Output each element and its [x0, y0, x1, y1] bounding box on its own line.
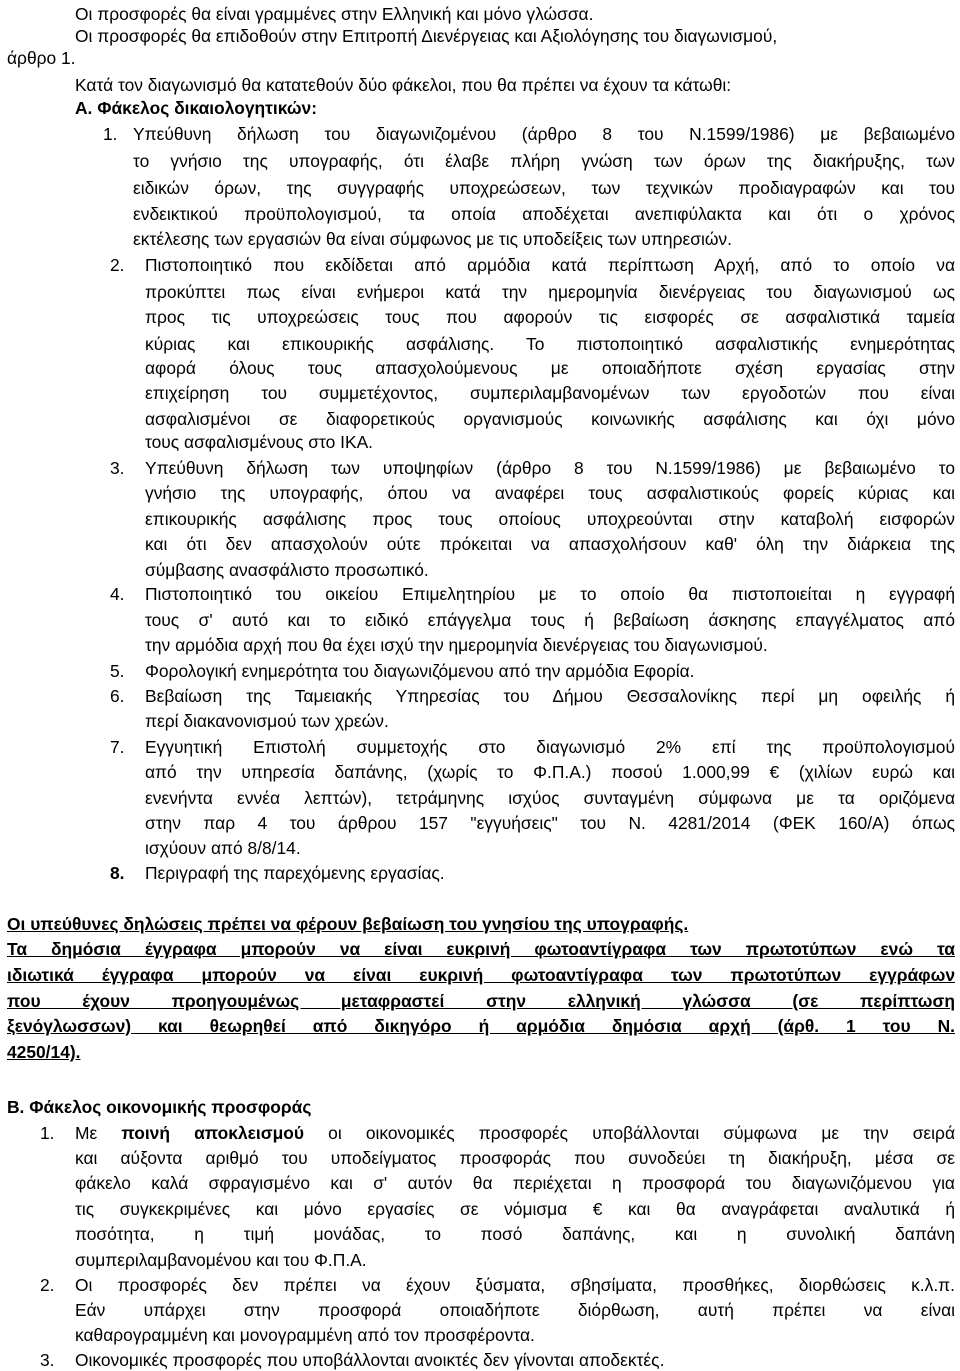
- intro-line: Οι προσφορές θα επιδοθούν στην Επιτροπή Διενέργειας και Αξιολόγησης του διαγωνισμού,: [75, 26, 778, 46]
- list-item-line: συμπεριλαμβανομένου και του Φ.Π.Α.: [75, 1250, 367, 1270]
- list-item-line: περί διακανονισμού των χρεών.: [145, 711, 389, 731]
- list-item-line: Εγγυητική Επιστολή συμμετοχής στο διαγωνισμό 2% επί της προϋπολογισμού: [145, 737, 955, 757]
- list-item-line: Περιγραφή της παρεχόμενης εργασίας.: [145, 863, 445, 883]
- list-item-line: προκύπτει πως είναι ενήμεροι κατά την ημερομηνία διενέργειας του διαγωνισμού ως: [145, 282, 955, 302]
- list-item-line: και ότι δεν απασχολούν ούτε πρόκειται να απασχολήσουν καθ' όλη την διάρκεια της: [145, 534, 955, 554]
- list-item-line: ειδικών όρων, της συγγραφής υποχρεώσεων, των τεχνικών προδιαγραφών και του: [133, 178, 955, 198]
- list-item-line: τις συγκεκριμένες και μόνο εργασίες σε νόμισμα € και θα αναγράφεται αναλυτικά ή: [75, 1199, 955, 1219]
- list-item-line: τους σ' αυτό και το ειδικό επάγγελμα τους ή βεβαίωση άσκησης επαγγέλματος από: [145, 610, 955, 630]
- list-number: 4.: [110, 584, 125, 604]
- notice-line: ιδιωτικά έγγραφα μπορούν να είναι ευκρινή φωτοαντίγραφα των πρωτοτύπων εγγράφων: [7, 965, 955, 985]
- list-item-line: προς τις υποχρεώσεις τους που αφορούν τις εισφορές σε ασφαλιστικά ταμεία: [145, 307, 955, 327]
- list-number: 5.: [110, 661, 125, 681]
- notice-line: Τα δημόσια έγγραφα μπορούν να είναι ευκρινή φωτοαντίγραφα των πρωτοτύπων ενώ τα: [7, 939, 955, 959]
- intro-line: Οι προσφορές θα είναι γραμμένες στην Ελληνική και μόνο γλώσσα.: [75, 4, 594, 24]
- list-item-line: και αύξοντα αριθμό του υποδείγματος προσφοράς που συνοδεύει τη διακήρυξη, μέσα σε: [75, 1148, 955, 1168]
- list-item-line: από την υπηρεσία δαπάνης, (χωρίς το Φ.Π.Α.) ποσού 1.000,99 € (χιλίων ευρώ και: [145, 762, 955, 782]
- list-item-line: Εάν υπάρχει στην προσφορά οποιαδήποτε διόρθωση, αυτή πρέπει να είναι: [75, 1300, 955, 1320]
- notice-line: ξενόγλωσσων) και θεωρηθεί από δικηγόρο ή αρμόδια δημόσια αρχή (άρθ. 1 του Ν.: [7, 1016, 955, 1036]
- section-b-heading: Β. Φάκελος οικονομικής προσφοράς: [7, 1097, 312, 1117]
- notice-line: Οι υπεύθυνες δηλώσεις πρέπει να φέρουν βεβαίωση του γνησίου της υπογραφής.: [7, 914, 689, 934]
- list-item-line: ενενήντα εννέα λεπτών), τετράμηνης ισχύος συνταγμένη σύμφωνα με τα οριζόμενα: [145, 788, 955, 808]
- list-item-line: ποσότητα, η τιμή μονάδας, το ποσό δαπάνης, και η συνολική δαπάνη: [75, 1224, 955, 1244]
- text-run: Με: [75, 1123, 122, 1143]
- list-item-line: ισχύουν από 8/8/14.: [145, 838, 301, 858]
- penalty-emphasis: ποινή αποκλεισμού: [121, 1123, 305, 1143]
- list-number: 3.: [110, 458, 125, 478]
- list-item-line: Οι προσφορές δεν πρέπει να έχουν ξύσματα, σβησίματα, προσθήκες, διορθώσεις κ.λ.π.: [75, 1275, 955, 1295]
- list-item-line: Πιστοποιητικό που εκδίδεται από αρμόδια κατά περίπτωση Αρχή, από το οποίο να: [145, 255, 955, 275]
- list-item-line: σύμβασης ανασφάλιστο προσωπικό.: [145, 560, 429, 580]
- list-number: 8.: [110, 863, 125, 883]
- list-number: 7.: [110, 737, 125, 757]
- list-number: 2.: [40, 1275, 55, 1295]
- list-item-line: Υπεύθυνη δήλωση του διαγωνιζομένου (άρθρο 8 του Ν.1599/1986) με βεβαιωμένο: [133, 124, 955, 144]
- list-number: 6.: [110, 686, 125, 706]
- list-item-line: Πιστοποιητικό του οικείου Επιμελητηρίου με το οποίο θα πιστοποιείται η εγγραφή: [145, 584, 955, 604]
- notice-line: που έχουν προηγουμένως μεταφραστεί στην ελληνική γλώσσα (σε περίπτωση: [7, 991, 955, 1011]
- text-run: οι οικονομικές προσφορές υποβάλλονται σύμφωνα με την σειρά: [304, 1123, 955, 1143]
- list-item-line: εκτέλεσης των εργασιών θα είναι σύμφωνος με τις υποδείξεις των υπηρεσιών.: [133, 229, 732, 249]
- list-item-line: φάκελο καλά σφραγισμένο και σ' αυτόν θα περιέχεται η προσφορά του διαγωνιζόμενου για: [75, 1173, 955, 1193]
- list-number: 2.: [110, 255, 125, 275]
- list-item-line: [75, 1122, 955, 1144]
- list-item-line: επικουρικής ασφάλισης προς τους οποίους υποχρεούνται στην καταβολή εισφορών: [145, 509, 955, 529]
- list-item-line: την αρμόδια αρχή που θα έχει ισχύ την ημερομηνία διενέργειας του διαγωνισμού.: [145, 635, 768, 655]
- list-item-line: τους ασφαλισμένους στο ΙΚΑ.: [145, 432, 374, 452]
- intro-line: άρθρο 1.: [7, 48, 76, 68]
- list-number: 1.: [103, 124, 118, 144]
- list-number: 3.: [40, 1350, 55, 1370]
- list-item-line: στην παρ 4 του άρθρου 157 "εγγυήσεις" του Ν. 4281/2014 (ΦΕΚ 160/Α) όπως: [145, 813, 955, 833]
- intro-line: Κατά τον διαγωνισμό θα κατατεθούν δύο φάκελοι, που θα πρέπει να έχουν τα κάτωθι:: [75, 75, 732, 95]
- list-item-line: αφορά όλους τους απασχολούμενους με οποιαδήποτε σχέση εργασίας στην: [145, 358, 955, 378]
- list-item-line: επιχείρηση του συμμετέχοντος, συμπεριλαμβανομένων των εργοδοτών που είναι: [145, 383, 955, 403]
- list-item-line: Φορολογική ενημερότητα του διαγωνιζόμενου από την αρμόδια Εφορία.: [145, 661, 695, 681]
- notice-line: 4250/14).: [7, 1042, 81, 1062]
- list-item-line: Υπεύθυνη δήλωση των υποψηφίων (άρθρο 8 του Ν.1599/1986) με βεβαιωμένο το: [145, 458, 955, 478]
- list-item-line: ενδεικτικού προϋπολογισμού, τα οποία αποδέχεται ανεπιφύλακτα και ότι ο χρόνος: [133, 204, 955, 224]
- list-item-line: γνήσιο της υπογραφής, όπου να αναφέρει τους ασφαλιστικούς φορείς κύριας και: [145, 483, 955, 503]
- list-item-line: καθαρογραμμένη και μονογραμμένη από τον προσφέροντα.: [75, 1325, 535, 1345]
- list-item-line: το γνήσιο της υπογραφής, ότι έλαβε πλήρη γνώση των όρων της διακήρυξης, των: [133, 151, 955, 171]
- list-number: 1.: [40, 1123, 55, 1143]
- list-item-line: κύριας και επικουρικής ασφάλισης. Το πιστοποιητικό ασφαλιστικής ενημερότητας: [145, 334, 955, 354]
- list-item-line: Βεβαίωση της Ταμειακής Υπηρεσίας του Δήμου Θεσσαλονίκης περί μη οφειλής ή: [145, 686, 955, 706]
- list-item-line: Οικονομικές προσφορές που υποβάλλονται ανοικτές δεν γίνονται αποδεκτές.: [75, 1350, 665, 1370]
- section-a-heading: Α. Φάκελος δικαιολογητικών:: [75, 98, 317, 118]
- list-item-line: ασφαλισμένοι σε διαφορετικούς οργανισμούς κοινωνικής ασφάλισης και όχι μόνο: [145, 409, 955, 429]
